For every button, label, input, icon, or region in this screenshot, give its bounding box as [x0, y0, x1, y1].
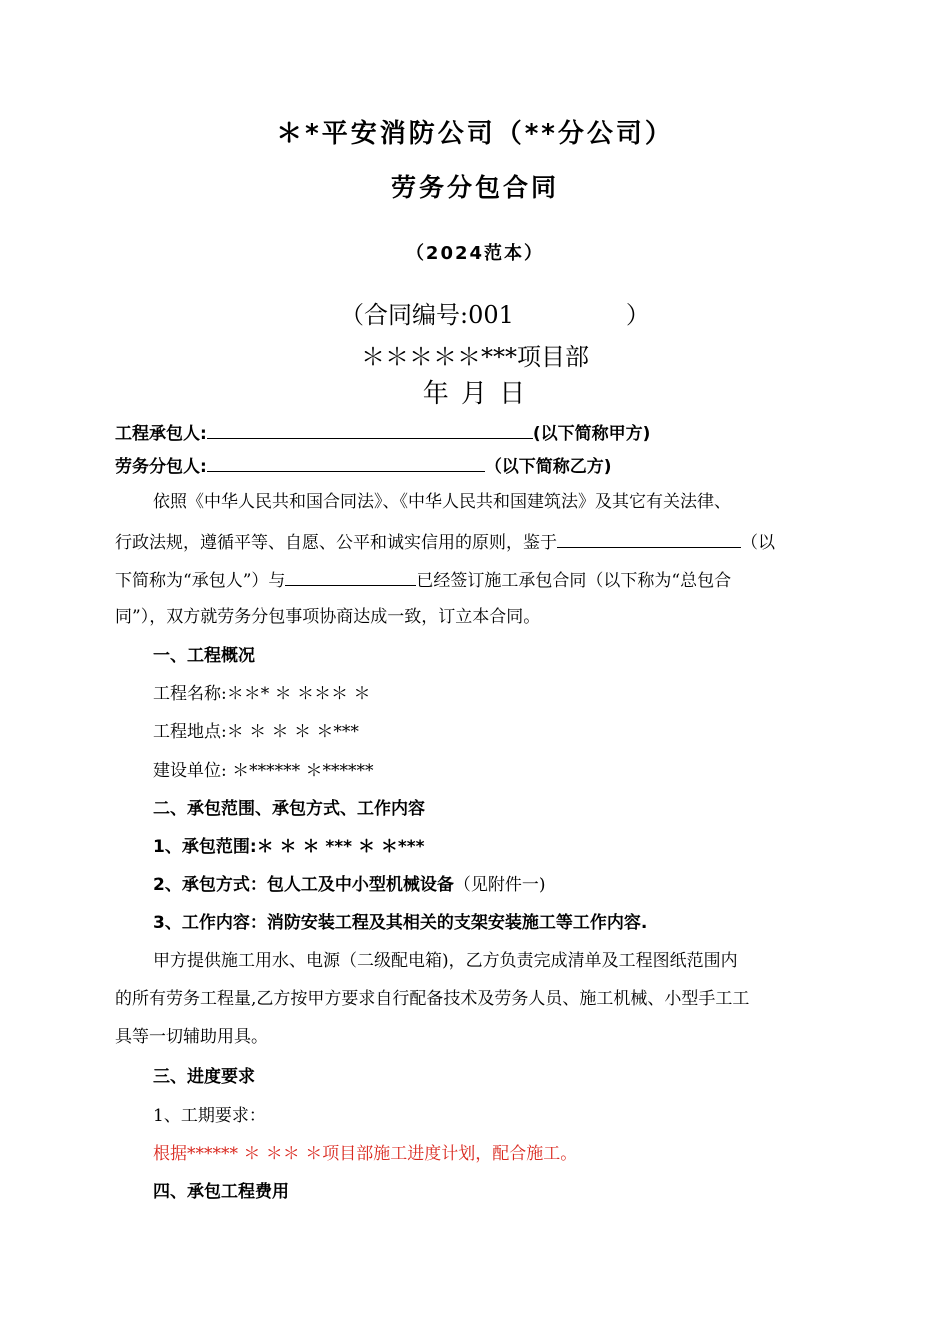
party-a-blank	[207, 420, 533, 439]
work-content: 3、工作内容：消防安装工程及其相关的支架安装施工等工作内容.	[153, 913, 648, 933]
section-2-heading: 二、承包范围、承包方式、工作内容	[153, 799, 425, 819]
preamble-line-3	[115, 567, 731, 593]
supply-paragraph-line-3: 具等一切辅助用具。	[115, 1027, 268, 1047]
edition-label: （2024范本）	[405, 243, 545, 264]
party-b-label: 劳务分包人:	[115, 457, 207, 477]
supply-paragraph-line-1: 甲方提供施工用水、电源（二级配电箱)，乙方负责完成清单及工程图纸范围内	[153, 951, 738, 971]
schedule-requirement: 1、工期要求：	[153, 1106, 266, 1126]
party-a-suffix: (以下简称甲方)	[532, 424, 651, 444]
section-1-heading: 一、工程概况	[153, 646, 255, 666]
party-b-blank	[207, 453, 485, 472]
supply-paragraph-line-2: 的所有劳务工程量,乙方按甲方要求自行配备技术及劳务人员、施工机械、小型手工工	[115, 989, 750, 1009]
section-4-heading: 四、承包工程费用	[153, 1182, 289, 1202]
contract-scope: 1、承包范围:＊ ＊ ＊ *** ＊ ＊***	[153, 837, 425, 857]
contract-number-close: ）	[625, 301, 650, 329]
preamble-line-4: 同”），双方就劳务分包事项协商达成一致，订立本合同。	[115, 607, 541, 627]
contract-method	[153, 873, 545, 897]
preamble-text-2a: 行政法规，遵循平等、自愿、公平和诚实信用的原则，鉴于	[115, 533, 557, 553]
project-department: ＊＊＊＊＊***项目部	[361, 343, 589, 371]
contract-date: 年 月 日	[422, 379, 528, 409]
preamble-text-2b: （以	[741, 533, 775, 553]
document-title: 劳务分包合同	[390, 173, 559, 202]
schedule-text: 根据****** ＊ ＊＊ ＊项目部施工进度计划，配合施工。	[153, 1144, 578, 1164]
contract-number-text: （合同编号:001	[340, 301, 514, 329]
preamble-text-3b: 已经签订施工承包合同（以下称为“总包合	[416, 571, 732, 591]
party-b-suffix: （以下简称乙方)	[484, 457, 612, 477]
contract-method-rest: （见附件一)	[453, 875, 546, 895]
owner-blank	[285, 567, 416, 586]
party-a-line	[115, 420, 650, 446]
company-title: ＊*平安消防公司（**分公司）	[276, 119, 674, 149]
contract-method-bold: 2、承包方式：包人工及中小型机械设备	[153, 875, 454, 895]
project-name: 工程名称:＊＊* ＊ ＊＊＊ ＊	[153, 684, 371, 704]
preamble-line-1: 依照《中华人民共和国合同法》、《中华人民共和国建筑法》及其它有关法律、	[153, 492, 731, 512]
section-3-heading: 三、进度要求	[153, 1067, 255, 1087]
contract-number	[340, 300, 650, 330]
project-location: 工程地点:＊ ＊ ＊ ＊ ＊***	[153, 722, 359, 742]
party-a-label: 工程承包人:	[115, 424, 207, 444]
preamble-line-2	[115, 529, 775, 555]
preamble-text-3a: 下简称为“承包人”）与	[115, 571, 286, 591]
party-b-line	[115, 453, 612, 479]
contractor-blank	[557, 529, 741, 548]
construction-unit: 建设单位: ＊****** ＊******	[153, 761, 374, 781]
